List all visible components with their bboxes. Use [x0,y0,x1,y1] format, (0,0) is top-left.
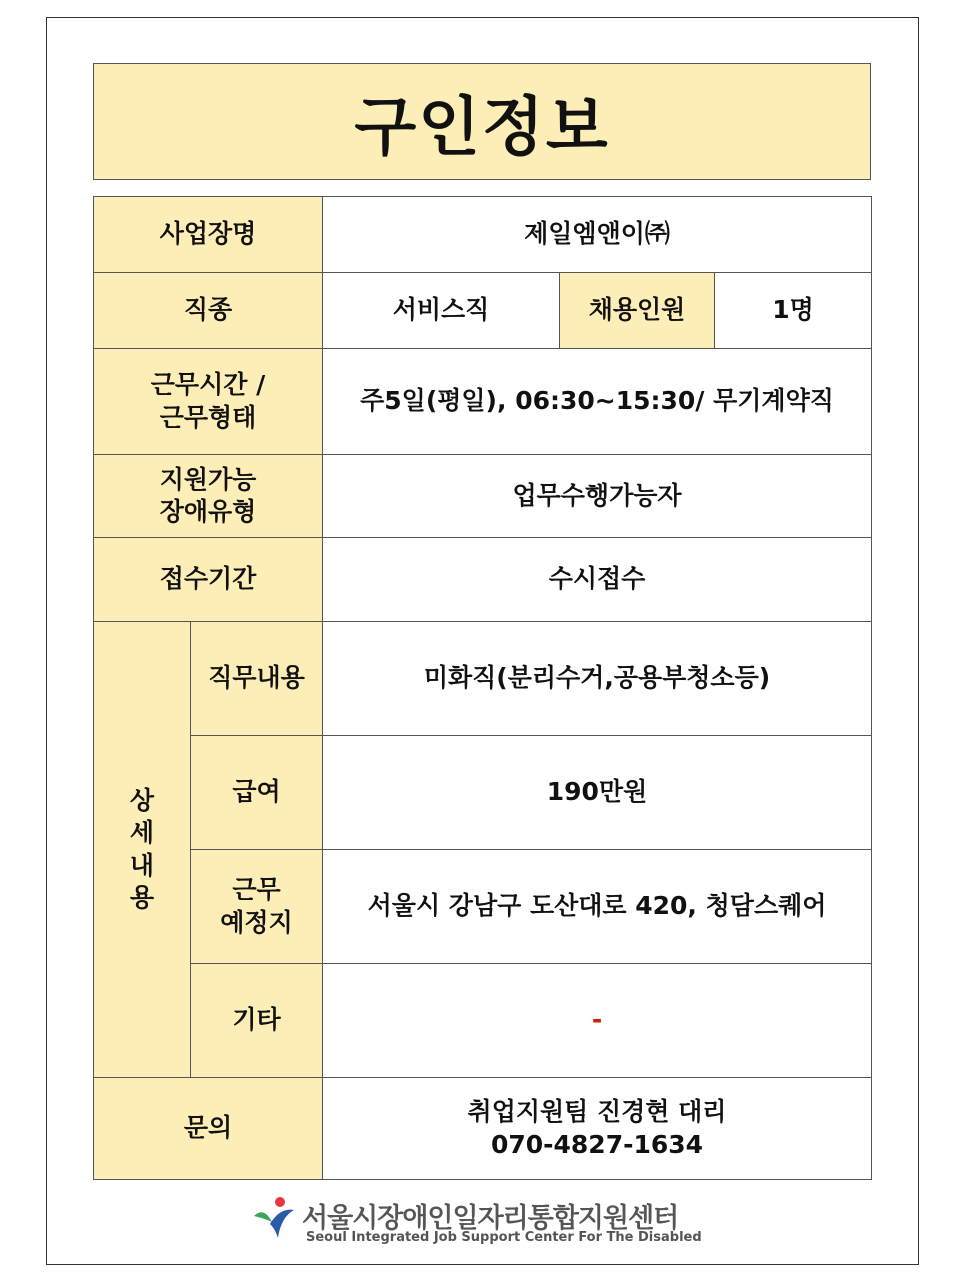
job-type-value: 서비스직 [323,273,560,349]
row-period [94,538,872,622]
job-info-table [93,196,872,1180]
etc-label: 기타 [191,964,323,1078]
details-char-2: 세 [129,818,155,847]
company-value: 제일엠앤이㈜ [323,197,872,273]
salary-label: 급여 [191,736,323,850]
contact-value [323,1078,872,1180]
row-location [94,850,872,964]
job-type-label: 직종 [94,273,323,349]
hours-label-line1: 근무시간 / [150,370,266,399]
duty-label: 직무내용 [191,622,323,736]
hours-label [94,349,323,455]
location-value: 서울시 강남구 도산대로 420, 청담스퀘어 [323,850,872,964]
company-label: 사업장명 [94,197,323,273]
period-label: 접수기간 [94,538,323,622]
duty-value: 미화직(분리수거,공용부청소등) [323,622,872,736]
location-label-line2: 예정지 [220,907,293,937]
row-disability [94,455,872,538]
hours-value: 주5일(평일), 06:30~15:30/ 무기계약직 [323,349,872,455]
row-job-type [94,273,872,349]
details-label [94,622,191,1078]
location-label [191,850,323,964]
details-char-4: 용 [129,883,155,912]
title-banner [93,63,871,180]
row-contact [94,1078,872,1180]
salary-value: 190만원 [323,736,872,850]
row-duty [94,622,872,736]
row-hours [94,349,872,455]
page-title: 구인정보 [354,90,610,165]
disability-value: 업무수행가능자 [323,455,872,538]
details-char-1: 상 [129,785,155,815]
contact-value-line1: 취업지원팀 진경현 대리 [467,1097,727,1126]
row-salary [94,736,872,850]
contact-value-line2: 070-4827-1634 [490,1129,704,1159]
org-name-ko: 서울시장애인일자리통합지원센터 [302,1203,679,1234]
seoul-logo-icon [250,1194,300,1244]
hours-label-line2: 근무형태 [159,402,257,432]
row-etc [94,964,872,1078]
footer-org [250,1194,720,1250]
contact-label: 문의 [94,1078,323,1180]
etc-value: - [323,964,872,1078]
row-company [94,197,872,273]
disability-label-line2: 장애유형 [159,497,257,526]
disability-label [94,455,323,538]
period-value: 수시접수 [323,538,872,622]
headcount-label: 채용인원 [560,273,715,349]
disability-label-line1: 지원가능 [159,464,257,494]
details-char-3: 내 [129,850,155,880]
headcount-value: 1명 [715,273,872,349]
org-name-en: Seoul Integrated Job Support Center For The Disabled [306,1230,702,1245]
location-label-line1: 근무 [232,875,281,904]
